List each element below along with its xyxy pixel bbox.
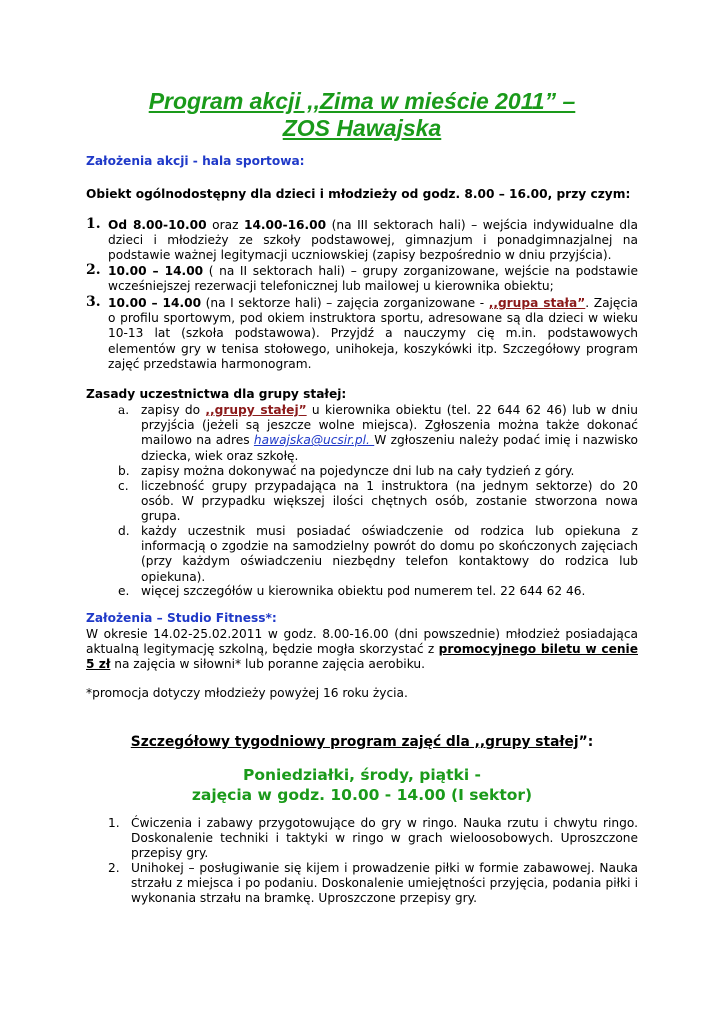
hall-item-2 <box>108 264 638 294</box>
hall-item-1-rest: (na III sektorach hali) – wejścia indywidualne dla dzieci i młodzieży ze szkoły podstawowej, gimnazjum i ponadgimnazjalnej na podstawie ważnej legitymacji uczniowskiej (zapisy bezpośrednio w dniu przyjścia). <box>108 218 638 263</box>
hall-item-1-mid: oraz <box>206 218 244 232</box>
hall-item-1-lead2: 14.00-16.00 <box>243 218 327 232</box>
promo-ticket-highlight: promocyjnego biletu w cenie 5 zł <box>86 642 638 672</box>
title-line-1: Program akcji ,,Zima w mieście 2011” – <box>148 88 576 114</box>
rule-b-letter: b. <box>118 464 130 478</box>
hall-intro: Obiekt ogólnodostępny dla dzieci i młodzieży od godz. 8.00 – 16.00, przy czym: <box>86 187 631 201</box>
title-line-2: ZOS Hawajska <box>282 115 442 141</box>
rule-e: więcej szczegółów u kierownika obiektu pod numerem tel. 22 644 62 46. <box>141 584 586 598</box>
hall-item-1 <box>108 218 638 264</box>
schedule-heading <box>0 734 724 750</box>
hall-item-1-number: 1. <box>86 216 101 232</box>
schedule-hours: zajęcia w godz. 10.00 - 14.00 (I sektor) <box>191 786 533 804</box>
hall-item-1-lead: Od 8.00-10.00 <box>108 218 207 232</box>
schedule-heading-main: Szczegółowy tygodniowy program zajęć dla ,,grupy stałej <box>130 734 579 750</box>
schedule-item-2: Unihokej – posługiwanie się kijem i prowadzenie piłki w formie zabawowej. Nauka strzału z miejsca i po podaniu. Doskonalenie umiejętności przyjęcia, podania piłki i wykonania strzału na bramkę. Uproszczone przepisy gry. <box>131 861 638 906</box>
hall-item-3-mid: (na I sektorze hali) – zajęcia zorganizowane - <box>201 296 489 310</box>
fitness-text-1: W okresie 14.02-25.02.2011 w godz. 8.00-16.00 (dni powszednie) młodzież posiadająca aktualną legitymację szkolną, będzie mogła skorzystać z <box>86 627 638 657</box>
rule-d-letter: d. <box>118 524 130 538</box>
hall-item-3-number: 3. <box>86 294 101 310</box>
rule-d: każdy uczestnik musi posiadać oświadczenie od rodzica lub opiekuna z informacją o zgodzie na samodzielny powrót do domu po skończonych zajęciach (przy każdym oświadczeniu niezbędny telefon kontaktowy do rodzica lub opiekuna). <box>141 524 638 584</box>
rule-e-letter: e. <box>118 584 130 598</box>
hall-heading: Założenia akcji - hala sportowa: <box>86 154 305 168</box>
rule-a-letter: a. <box>118 403 130 417</box>
schedule-item-2-number: 2. <box>108 861 120 875</box>
email-link[interactable]: hawajska@ucsir.pl. <box>253 433 375 448</box>
rule-a-text-2: u kierownika obiektu (tel. 22 644 62 46) lub w dniu przyjścia (jeżeli są jeszcze wolne miejsca). Zgłoszenia można także dokonać mailowo na adres <box>141 403 638 448</box>
hall-item-3-rest: . Zajęcia o profilu sportowym, pod okiem instruktora sportu, adresowane są dla dzieci w wieku 10-13 lat (szkoła podstawowa). Przyjdź a nauczymy cię m.in. podstawowych elementów gry w tenisa stołowego, unihokeja, koszykówki itp. Szczegółowy program zajęć przedstawia harmonogram. <box>108 296 638 371</box>
grupy-stalej-highlight: ,,grupy stałej” <box>205 403 307 417</box>
grupa-stala-highlight: ,,grupa stała” <box>488 296 586 310</box>
rule-b: zapisy można dokonywać na pojedyncze dni lub na cały tydzień z góry. <box>141 464 575 478</box>
hall-item-3 <box>108 296 638 372</box>
hall-item-2-rest: ( na II sektorach hali) – grupy zorganizowane, wejście na podstawie wcześniejszej rezerwacji telefonicznej lub mailowej u kierownika obiektu; <box>108 264 638 294</box>
fitness-text-2: na zajęcia w siłowni* lub poranne zajęcia aerobiku. <box>110 657 425 672</box>
schedule-item-1: Ćwiczenia i zabawy przygotowujące do gry w ringo. Nauka rzutu i chwytu ringo. Doskonalenie techniki i taktyki w ringo w grach wieloosobowych. Uproszczone przepisy gry. <box>131 816 638 861</box>
fitness-note: *promocja dotyczy młodzieży powyżej 16 roku życia. <box>86 686 408 700</box>
schedule-item-1-number: 1. <box>108 816 120 830</box>
rule-a-text-1: zapisy do <box>141 403 206 417</box>
rule-a-text-3: W zgłoszeniu należy podać imię i nazwisko dziecka, wiek oraz szkołę. <box>141 433 638 463</box>
rule-c: liczebność grupy przypadająca na 1 instruktora (na jednym sektorze) do 20 osób. W przypadku większej ilości chętnych osób, zostanie stworzona nowa grupa. <box>141 479 638 524</box>
fitness-heading: Założenia – Studio Fitness*: <box>86 611 277 625</box>
rules-heading: Zasady uczestnictwa dla grupy stałej: <box>86 387 347 401</box>
schedule-heading-tail: ”: <box>578 734 594 750</box>
rule-c-letter: c. <box>118 479 129 493</box>
hall-item-2-number: 2. <box>86 262 101 278</box>
hall-item-3-lead: 10.00 – 14.00 <box>108 296 202 310</box>
schedule-days: Poniedziałki, środy, piątki - <box>243 766 481 784</box>
fitness-text <box>86 627 638 673</box>
rule-a <box>141 403 638 464</box>
hall-item-2-lead: 10.00 – 14.00 <box>108 264 204 278</box>
